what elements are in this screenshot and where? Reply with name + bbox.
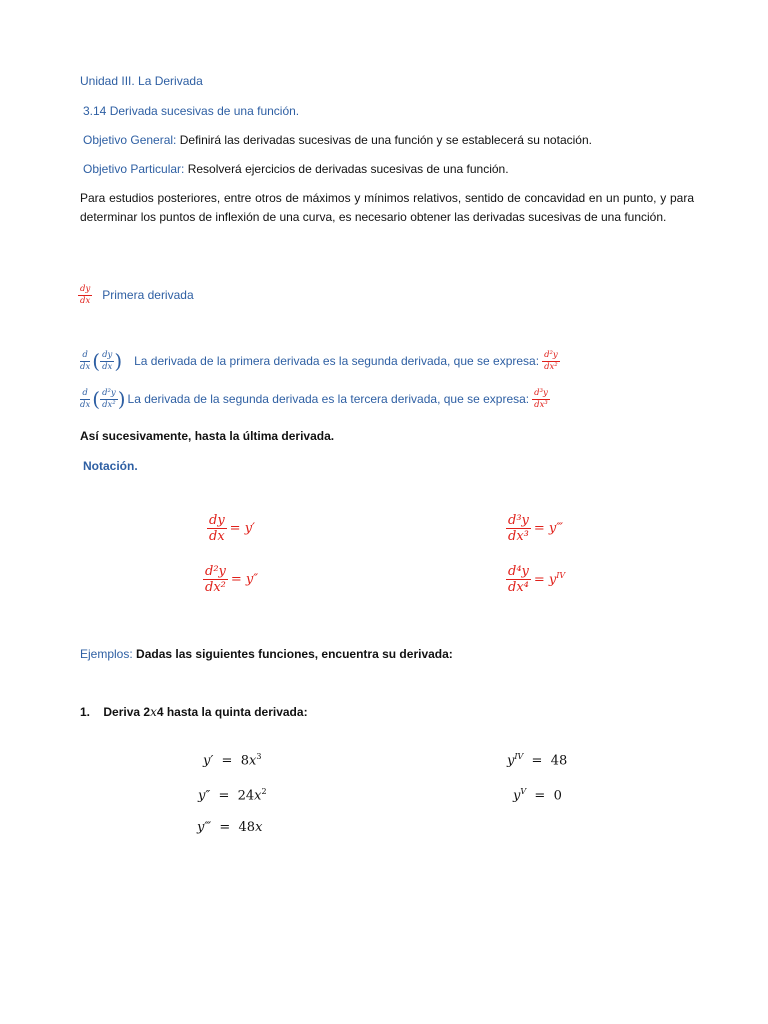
notation-fraction: [207, 514, 227, 543]
notation-eq-2: [203, 565, 258, 594]
notation-eq-4: [506, 565, 565, 594]
third-derivative-row: [78, 389, 550, 409]
frac-num: dy: [80, 284, 91, 294]
second-derivative-result: [542, 351, 560, 371]
notation-rhs-base: = y: [533, 572, 557, 588]
intro-paragraph: Para estudios posteriores, entre otros de máximos y mínimos relativos, sentido de concavidad en un punto, y para determinar los puntos de inflexión de una curva, es necesario obtener las derivadas sucesivas de una función.: [80, 191, 694, 224]
result-3: y‴ = 48x: [197, 820, 263, 835]
third-derivative-result: [532, 389, 550, 409]
inner-first-fraction: [100, 351, 114, 371]
frac-num: d²y: [205, 564, 226, 579]
frac-num: d²y: [544, 350, 558, 360]
objective-general-label: Objetivo General:: [83, 133, 177, 147]
notation-rhs: = y″: [230, 572, 259, 587]
section-title: 3.14 Derivada sucesivas de una función.: [83, 104, 300, 118]
exercise-text-after: 4 hasta la quinta derivada:: [156, 705, 308, 719]
result-2: $y'' = 24x^2$: [198, 787, 267, 804]
frac-den: dx: [102, 361, 113, 372]
result-lhs: y: [513, 788, 521, 804]
frac-den: dx: [80, 399, 91, 410]
second-derivative-row: [78, 351, 560, 371]
exercise-1: [80, 705, 308, 719]
notation-rhs: = y‴: [533, 521, 564, 536]
result-lhs: y: [507, 753, 515, 769]
frac-den: dx²: [205, 580, 226, 595]
unit-title: Unidad III. La Derivada: [80, 74, 203, 88]
operator-fraction: [78, 351, 92, 371]
frac-num: d³y: [508, 513, 529, 528]
notation-heading: Notación.: [83, 459, 138, 473]
result-coef: 0: [553, 788, 562, 804]
notation-eq-1: [207, 514, 255, 543]
result-exp: 2: [261, 787, 267, 796]
frac-den: dx³: [508, 529, 529, 544]
result-lhs-sup: IV: [514, 752, 524, 761]
notation-fraction: [506, 514, 531, 543]
objective-particular: [83, 162, 509, 176]
result-coef: 48: [550, 753, 568, 769]
frac-num: d: [82, 388, 88, 398]
second-derivative-text: La derivada de la primera derivada es la segunda derivada, que se expresa:: [134, 354, 540, 368]
exercise-var: x: [150, 705, 157, 719]
result-4: $y^{IV} = 48$: [507, 752, 568, 769]
right-paren: ): [114, 349, 123, 373]
result-var: x: [255, 820, 263, 835]
notation-rhs-sup: IV: [556, 571, 566, 581]
frac-den: dx: [209, 529, 225, 544]
first-derivative-label: Primera derivada: [102, 288, 194, 302]
right-paren: ): [117, 387, 126, 411]
left-paren: (: [92, 349, 101, 373]
frac-num: d³y: [534, 388, 548, 398]
examples-text: Dadas las siguientes funciones, encuentra su derivada:: [132, 647, 453, 661]
frac-den: dx⁴: [508, 580, 529, 595]
left-paren: (: [92, 387, 101, 411]
result-var: x: [249, 753, 257, 769]
frac-num: d²y: [102, 388, 116, 398]
notation-rhs: = y′: [229, 521, 255, 536]
result-lhs: y″: [198, 788, 211, 804]
notation-fraction: [203, 565, 228, 594]
frac-num: dy: [102, 350, 113, 360]
third-derivative-text: La derivada de la segunda derivada es la tercera derivada, que se expresa:: [127, 392, 530, 406]
notation-rhs: [531, 571, 565, 587]
frac-num: d⁴y: [508, 564, 529, 579]
exercise-number: 1.: [80, 705, 91, 719]
successive-text: Así sucesivamente, hasta la última derivada.: [80, 429, 335, 443]
result-var: x: [254, 788, 262, 804]
notation-eq-3: [506, 514, 563, 543]
result-coef: 48: [238, 820, 256, 835]
frac-den: dx²: [544, 361, 558, 372]
frac-den: dx³: [534, 399, 548, 410]
result-1: $y' = 8x^3$: [203, 752, 262, 769]
frac-den: dx²: [102, 399, 116, 410]
examples-label: Ejemplos:: [80, 647, 133, 661]
frac-num: d: [82, 350, 88, 360]
notation-fraction: [506, 565, 531, 594]
examples-line: [80, 647, 453, 661]
frac-num: dy: [209, 513, 225, 528]
objective-particular-label: Objetivo Particular:: [83, 162, 185, 176]
inner-second-fraction: [100, 389, 118, 409]
result-coef: 24: [237, 788, 255, 804]
first-derivative-fraction: [78, 285, 92, 305]
objective-general: [83, 133, 592, 147]
operator-fraction: [78, 389, 92, 409]
frac-den: dx: [80, 295, 91, 306]
result-exp: 3: [256, 752, 262, 761]
exercise-text-before: Deriva 2: [103, 705, 151, 719]
result-lhs: y‴: [197, 820, 212, 835]
frac-den: dx: [80, 361, 91, 372]
result-coef: 8: [240, 753, 249, 769]
objective-general-text: Definirá las derivadas sucesivas de una función y se establecerá su notación.: [176, 133, 592, 147]
result-lhs-sup: V: [520, 787, 527, 796]
objective-particular-text: Resolverá ejercicios de derivadas sucesivas de una función.: [184, 162, 509, 176]
first-derivative-row: [78, 285, 194, 305]
result-5: $y^V = 0$: [513, 787, 562, 804]
result-lhs: y′: [203, 753, 214, 769]
